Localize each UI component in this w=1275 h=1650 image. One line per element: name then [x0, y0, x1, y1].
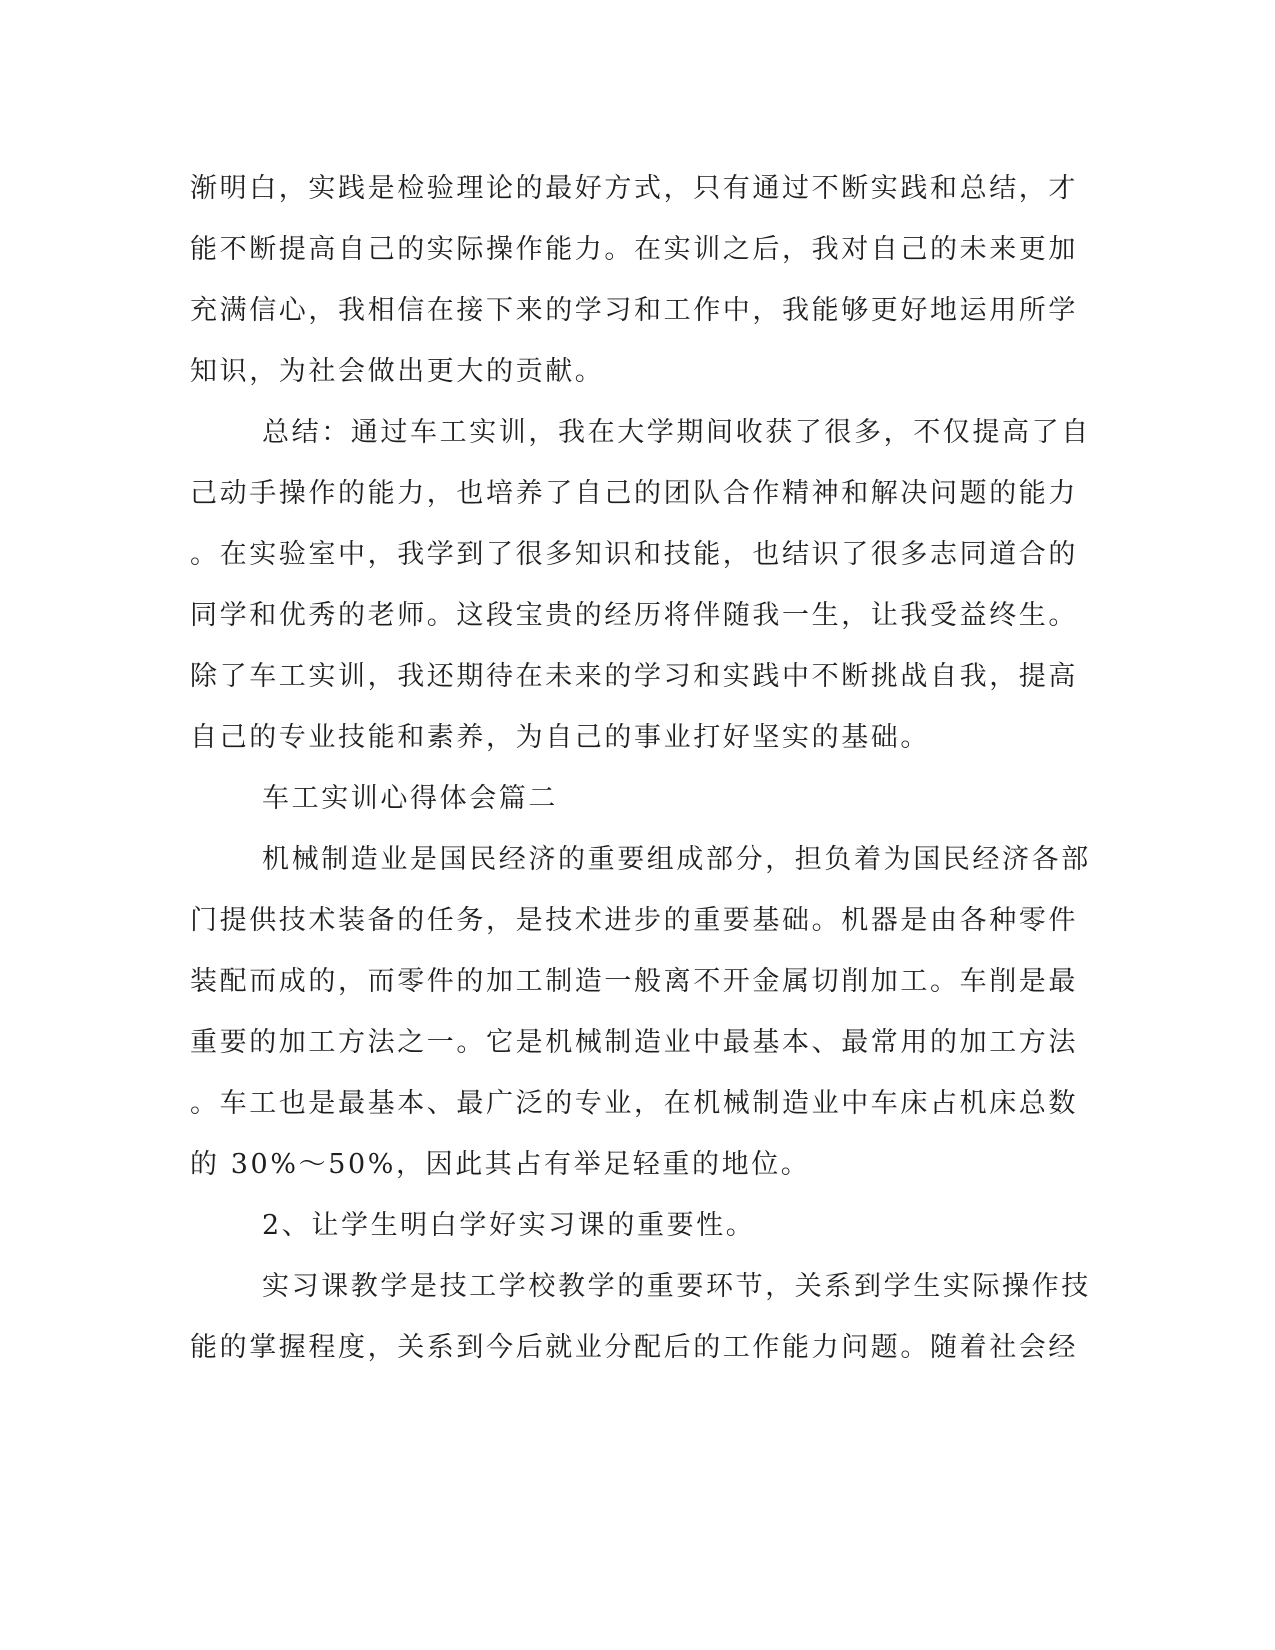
text-line: 。车工也是最基本、最广泛的专业，在机械制造业中车床占机床总数 — [190, 1088, 1078, 1119]
text-line: 装配而成的，而零件的加工制造一般离不开金属切削加工。车削是最 — [190, 966, 1078, 997]
text-line: 除了车工实训，我还期待在未来的学习和实践中不断挑战自我，提高 — [190, 661, 1078, 692]
text-line: 。在实验室中，我学到了很多知识和技能，也结识了很多志同道合的 — [190, 539, 1078, 570]
text-line: 门提供技术装备的任务，是技术进步的重要基础。机器是由各种零件 — [190, 905, 1078, 936]
paragraph-start-line: 总结：通过车工实训，我在大学期间收获了很多，不仅提高了自 — [262, 417, 1091, 448]
text-line: 自己的专业技能和素养，为自己的事业打好坚实的基础。 — [190, 722, 930, 753]
paragraph-start-line: 实习课教学是技工学校教学的重要环节，关系到学生实际操作技 — [262, 1271, 1091, 1302]
text-line: 能的掌握程度，关系到今后就业分配后的工作能力问题。随着社会经 — [190, 1332, 1078, 1363]
text-line: 的 30%～50%，因此其占有举足轻重的地位。 — [190, 1149, 811, 1180]
text-line: 知识，为社会做出更大的贡献。 — [190, 356, 605, 387]
text-line: 同学和优秀的老师。这段宝贵的经历将伴随我一生，让我受益终生。 — [190, 600, 1078, 631]
section-heading: 车工实训心得体会篇二 — [262, 783, 558, 814]
text-line: 重要的加工方法之一。它是机械制造业中最基本、最常用的加工方法 — [190, 1027, 1078, 1058]
text-line: 充满信心，我相信在接下来的学习和工作中，我能够更好地运用所学 — [190, 295, 1078, 326]
paragraph-start-line: 机械制造业是国民经济的重要组成部分，担负着为国民经济各部 — [262, 844, 1091, 875]
text-line: 能不断提高自己的实际操作能力。在实训之后，我对自己的未来更加 — [190, 234, 1078, 265]
text-line: 渐明白，实践是检验理论的最好方式，只有通过不断实践和总结，才 — [190, 173, 1078, 204]
text-line: 己动手操作的能力，也培养了自己的团队合作精神和解决问题的能力 — [190, 478, 1078, 509]
document-body — [190, 158, 1091, 1378]
numbered-point: 2、让学生明白学好实习课的重要性。 — [262, 1210, 756, 1241]
